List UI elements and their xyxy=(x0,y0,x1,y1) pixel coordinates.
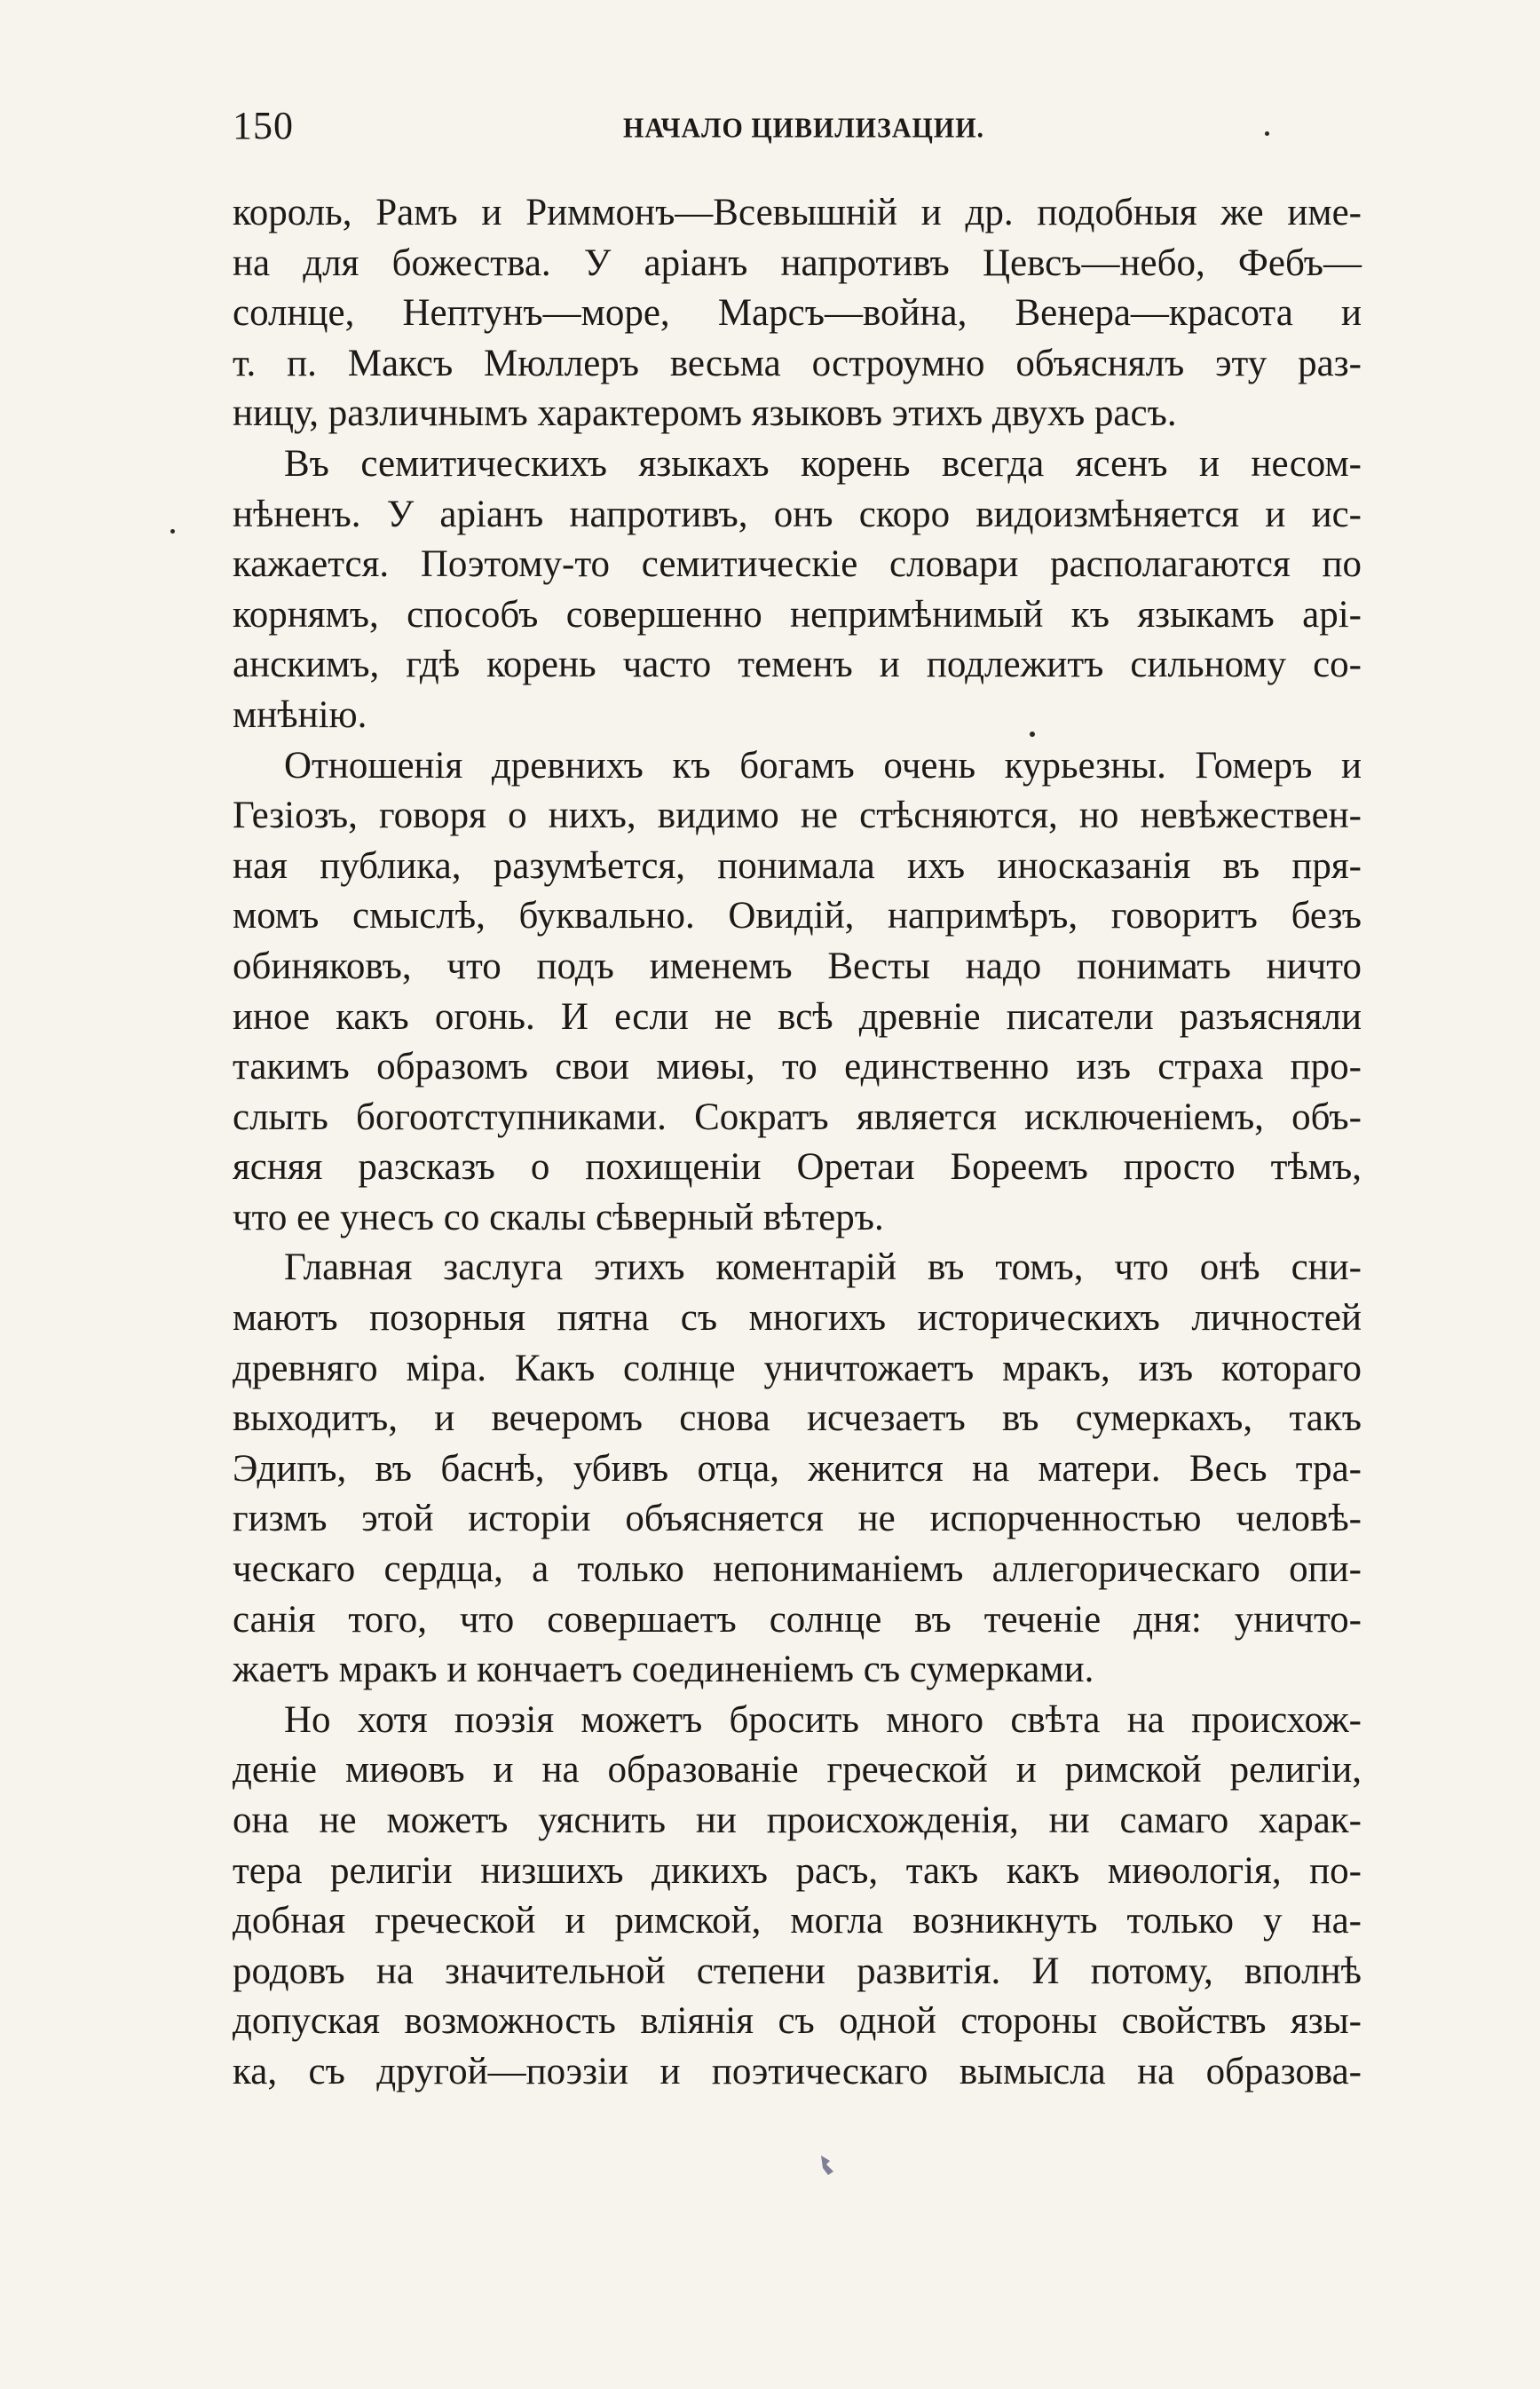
text-line: жаетъ мракъ и кончаетъ соединеніемъ съ сумерками. xyxy=(233,1649,1094,1691)
text-line: гизмъ этой исторіи объясняется не испорченностью человѣ- xyxy=(233,1498,1362,1540)
text-line: она не можетъ уяснить ни происхожденія, ни самаго харак- xyxy=(233,1800,1362,1841)
text-line: нѣненъ. У аріанъ напротивъ, онъ скоро видоизмѣняется и ис- xyxy=(233,493,1362,535)
text-line: кажается. Поэтому-то семитическіе словари располагаются по xyxy=(233,543,1362,586)
text-line: родовъ на значительной степени развитія. И потому, вполнѣ xyxy=(233,1950,1362,1992)
text-line: корнямъ, способъ совершенно непримѣнимый къ языкамъ арі- xyxy=(233,593,1362,636)
text-line: Гезіозъ, говоря о нихъ, видимо не стѣсняются, но невѣжествен- xyxy=(233,795,1362,837)
text-line: древняго міра. Какъ солнце уничтожаетъ мракъ, изъ котораго xyxy=(233,1347,1362,1389)
text-line: Главная заслуга этихъ коментарій въ томъ, что онѣ сни- xyxy=(284,1246,1362,1289)
text-line: Но хотя поэзія можетъ бросить много свѣта на происхож- xyxy=(284,1698,1362,1741)
text-line: анскимъ, гдѣ корень часто теменъ и подлежитъ сильному со- xyxy=(233,644,1362,686)
text-line: слыть богоотступниками. Сократъ является исключеніемъ, объ- xyxy=(233,1096,1362,1138)
text-line: добная греческой и римской, могла возникнуть только у на- xyxy=(233,1900,1362,1942)
ink-speck xyxy=(170,529,175,534)
text-line: такимъ образомъ свои миѳы, то единственно изъ страха про- xyxy=(233,1046,1362,1088)
text-line: маютъ позорныя пятна съ многихъ историческихъ личностей xyxy=(233,1297,1362,1340)
text-line: ческаго сердца, а только непониманіемъ аллегорическаго опи- xyxy=(233,1548,1362,1591)
text-line: ясняя разсказъ о похищеніи Оретаи Бореемъ просто тѣмъ, xyxy=(233,1146,1362,1189)
text-line: на для божества. У аріанъ напротивъ Цевсъ—небо, Фебъ— xyxy=(233,241,1362,284)
text-line: санія того, что совершаетъ солнце въ теченіе дня: уничто- xyxy=(233,1598,1362,1641)
text-line: тера религіи низшихъ дикихъ расъ, такъ какъ миѳологія, по- xyxy=(233,1849,1362,1892)
text-line: король, Рамъ и Риммонъ—Всевышній и др. подобныя же име- xyxy=(233,192,1362,233)
ink-smudge xyxy=(817,2152,837,2179)
text-line: солнце, Нептунъ—море, Марсъ—война, Венера—красота и xyxy=(233,292,1362,335)
text-line: т. п. Максъ Мюллеръ весьма остроумно объяснялъ эту раз- xyxy=(233,342,1362,384)
text-line: момъ смыслѣ, буквально. Овидій, напримѣръ, говоритъ безъ xyxy=(233,895,1362,937)
page-number: 150 xyxy=(233,104,294,147)
text-line: выходитъ, и вечеромъ снова исчезаетъ въ сумеркахъ, такъ xyxy=(233,1397,1362,1440)
text-line: Отношенія древнихъ къ богамъ очень курьезны. Гомеръ и xyxy=(284,744,1362,787)
text-line: мнѣнію. xyxy=(233,693,367,736)
ink-speck xyxy=(1265,131,1269,136)
running-title: НАЧАЛО ЦИВИЛИЗАЦИИ. xyxy=(623,113,985,144)
text-line: Въ семитическихъ языкахъ корень всегда ясенъ и несом- xyxy=(284,442,1362,485)
text-line: Эдипъ, въ баснѣ, убивъ отца, женится на матери. Весь тра- xyxy=(233,1447,1362,1490)
text-line: ная публика, разумѣется, понимала ихъ иносказанія въ пря- xyxy=(233,844,1362,887)
text-line: допуская возможность вліянія съ одной стороны свойствъ язы- xyxy=(233,2000,1362,2043)
body-text xyxy=(233,188,1362,2098)
page-header xyxy=(233,99,1360,153)
text-line: обиняковъ, что подъ именемъ Весты надо понимать ничто xyxy=(233,945,1362,987)
text-line: ка, съ другой—поэзіи и поэтическаго вымысла на образова- xyxy=(233,2050,1362,2092)
text-line: деніе миѳовъ и на образованіе греческой и римской религіи, xyxy=(233,1749,1362,1792)
ink-speck xyxy=(1030,732,1035,737)
text-line: ницу, различнымъ характеромъ языковъ этихъ двухъ расъ. xyxy=(233,392,1177,435)
text-line: что ее унесъ со скалы сѣверный вѣтеръ. xyxy=(233,1196,884,1238)
text-line: иное какъ огонь. И если не всѣ древніе писатели разъясняли xyxy=(233,995,1362,1038)
